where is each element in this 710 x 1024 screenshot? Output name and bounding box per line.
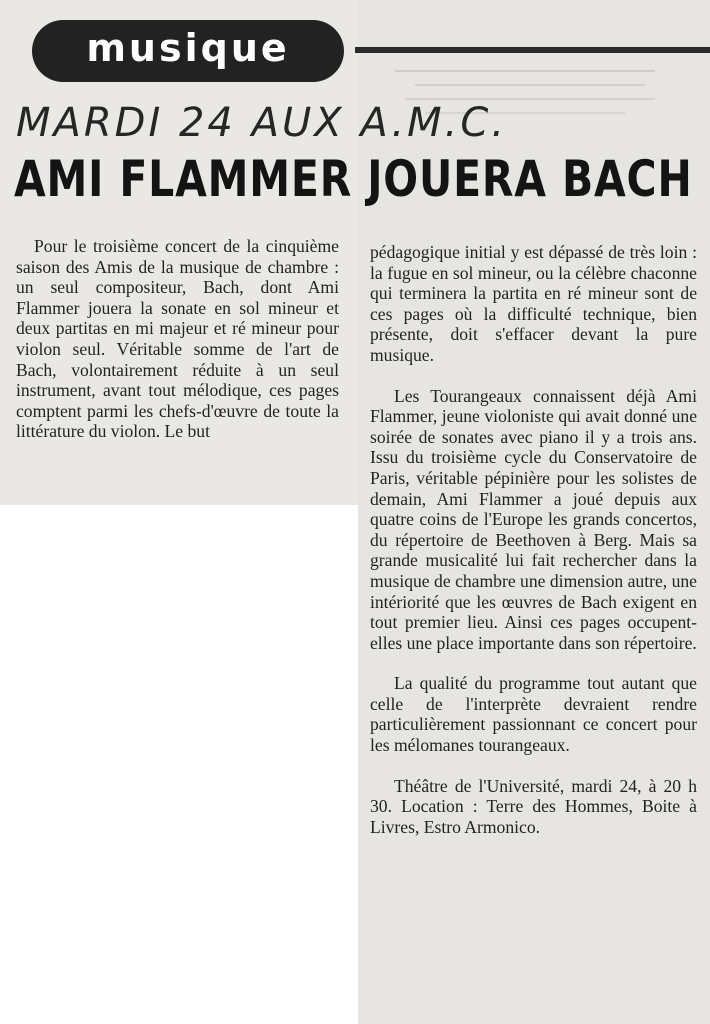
column-2-paragraph-4: Théâtre de l'Université, mardi 24, à 20 h 30. Location : Terre des Hommes, Boite à Livres, Estro Armonico. [370,775,697,837]
section-rule [355,47,710,53]
column-2-paragraph-1: pédagogique initial y est dépassé de très loin : la fugue en sol mineur, ou la célèbre chaconne qui terminera la partita en ré mineur sont de ces pages où la difficulté technique, bien présente, doit s'effacer devant la pure musique. [370,242,697,365]
section-label-pill [32,20,344,82]
column-2-paragraph-3: La qualité du programme tout autant que celle de l'interprète devraient rendre particulièrement passionnant ce concert pour les mélomanes tourangeaux. [370,673,697,756]
section-label: musique [86,26,290,70]
article-column-1 [16,236,339,442]
article-headline: AMI FLAMMER JOUERA BACH [14,150,693,208]
article-kicker: MARDI 24 AUX A.M.C. [16,100,508,146]
column-1-paragraph-1: Pour le troisième concert de la cinquième saison des Amis de la musique de chambre : un seul compositeur, Bach, dont Ami Flammer jouera la sonate en sol mineur et deux partitas en mi majeur et ré mineur pour violon seul. Véritable somme de l'art de Bach, volontairement réduite à un seul instrument, avant tout mélodique, ces pages comptent parmi les chefs-d'œuvre de toute la littérature du violon. Le but [16,236,339,442]
article-column-2 [370,242,697,837]
column-2-paragraph-2: Les Tourangeaux connaissent déjà Ami Flammer, jeune violoniste qui avait donné une soirée de sonates avec piano il y a trois ans. Issu du troisième cycle du Conservatoire de Paris, véritable pépinière pour les solistes de demain, Ami Flammer a joué depuis aux quatre coins de l'Europe les grands concertos, du répertoire de Beethoven à Berg. Mais sa grande musicalité lui fait rechercher dans la musique de chambre une dimension autre, une intériorité que les œuvres de Bach exigent en tout premier lieu. Ainsi ces pages occupent-elles une place importante dans son répertoire. [370,385,697,653]
